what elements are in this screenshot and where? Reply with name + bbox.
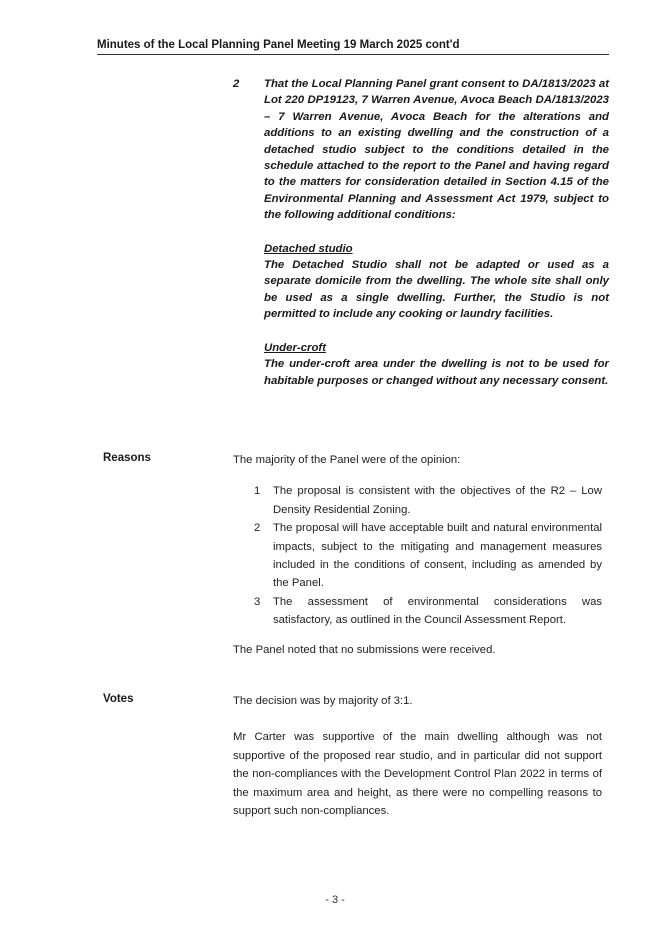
list-item [233, 519, 602, 593]
condition-detached-studio [264, 241, 609, 323]
list-item-number: 1 [254, 485, 261, 498]
reasons-intro: The majority of the Panel were of the opinion: [233, 454, 461, 466]
condition-under-croft [264, 340, 609, 389]
votes-section [233, 692, 602, 820]
reasons-note: The Panel noted that no submissions were received. [233, 643, 496, 656]
votes-detail: Mr Carter was supportive of the main dwelling although was not supportive of the proposed rear studio, and in particular did not support the non-compliances with the Development Control Plan 2022 in terms of the maximum area and height, as there were no compelling reasons to support such non-compliances. [233, 731, 602, 818]
list-item [233, 482, 602, 519]
condition-text: The under-croft area under the dwelling is not to be used for habitable purposes or changed without any necessary consent. [264, 358, 609, 387]
list-item [233, 593, 602, 630]
resolution-text: That the Local Planning Panel grant consent to DA/1813/2023 at Lot 220 DP19123, 7 Warren Avenue, Avoca Beach DA/1813/2023 – 7 Warren Avenue, Avoca Beach for the alterations and additions to an existing dwelling and the construction of a detached studio subject to the conditions detailed in the schedule attached to the report to the Panel and having regard to the matters for consideration detailed in Section 4.15 of the Environmental Planning and Assessment Act 1979, subject to the following additional conditions: [264, 78, 609, 222]
page-number: - 3 - [325, 894, 345, 906]
votes-label: Votes [103, 693, 134, 705]
reasons-list [233, 482, 602, 629]
reasons-label: Reasons [103, 452, 151, 464]
list-item-text: The proposal is consistent with the objectives of the R2 – Low Density Residential Zoning. [273, 485, 602, 516]
list-item-text: The proposal will have acceptable built and natural environmental impacts, subject to the mitigating and management measures included in the conditions of consent, including as amended by the Panel. [273, 522, 602, 590]
condition-text: The Detached Studio shall not be adapted or used as a separate domicile from the dwelling. The whole site shall only be used as a single dwelling. Further, the Studio is not permitted to include any cooking or laundry facilities. [264, 259, 609, 321]
list-item-number: 3 [254, 595, 261, 608]
spacer [233, 710, 602, 728]
reasons-section [233, 451, 602, 659]
page-header: Minutes of the Local Planning Panel Meeting 19 March 2025 cont'd [97, 39, 609, 55]
list-item-number: 2 [254, 522, 261, 535]
resolution-number: 2 [233, 78, 240, 90]
votes-decision: The decision was by majority of 3:1. [233, 695, 413, 707]
condition-title: Detached studio [264, 242, 353, 255]
condition-title: Under-croft [264, 341, 327, 354]
list-item-text: The assessment of environmental considerations was satisfactory, as outlined in the Council Assessment Report. [273, 595, 602, 627]
resolution-body [264, 76, 609, 389]
resolution-block [233, 76, 609, 389]
